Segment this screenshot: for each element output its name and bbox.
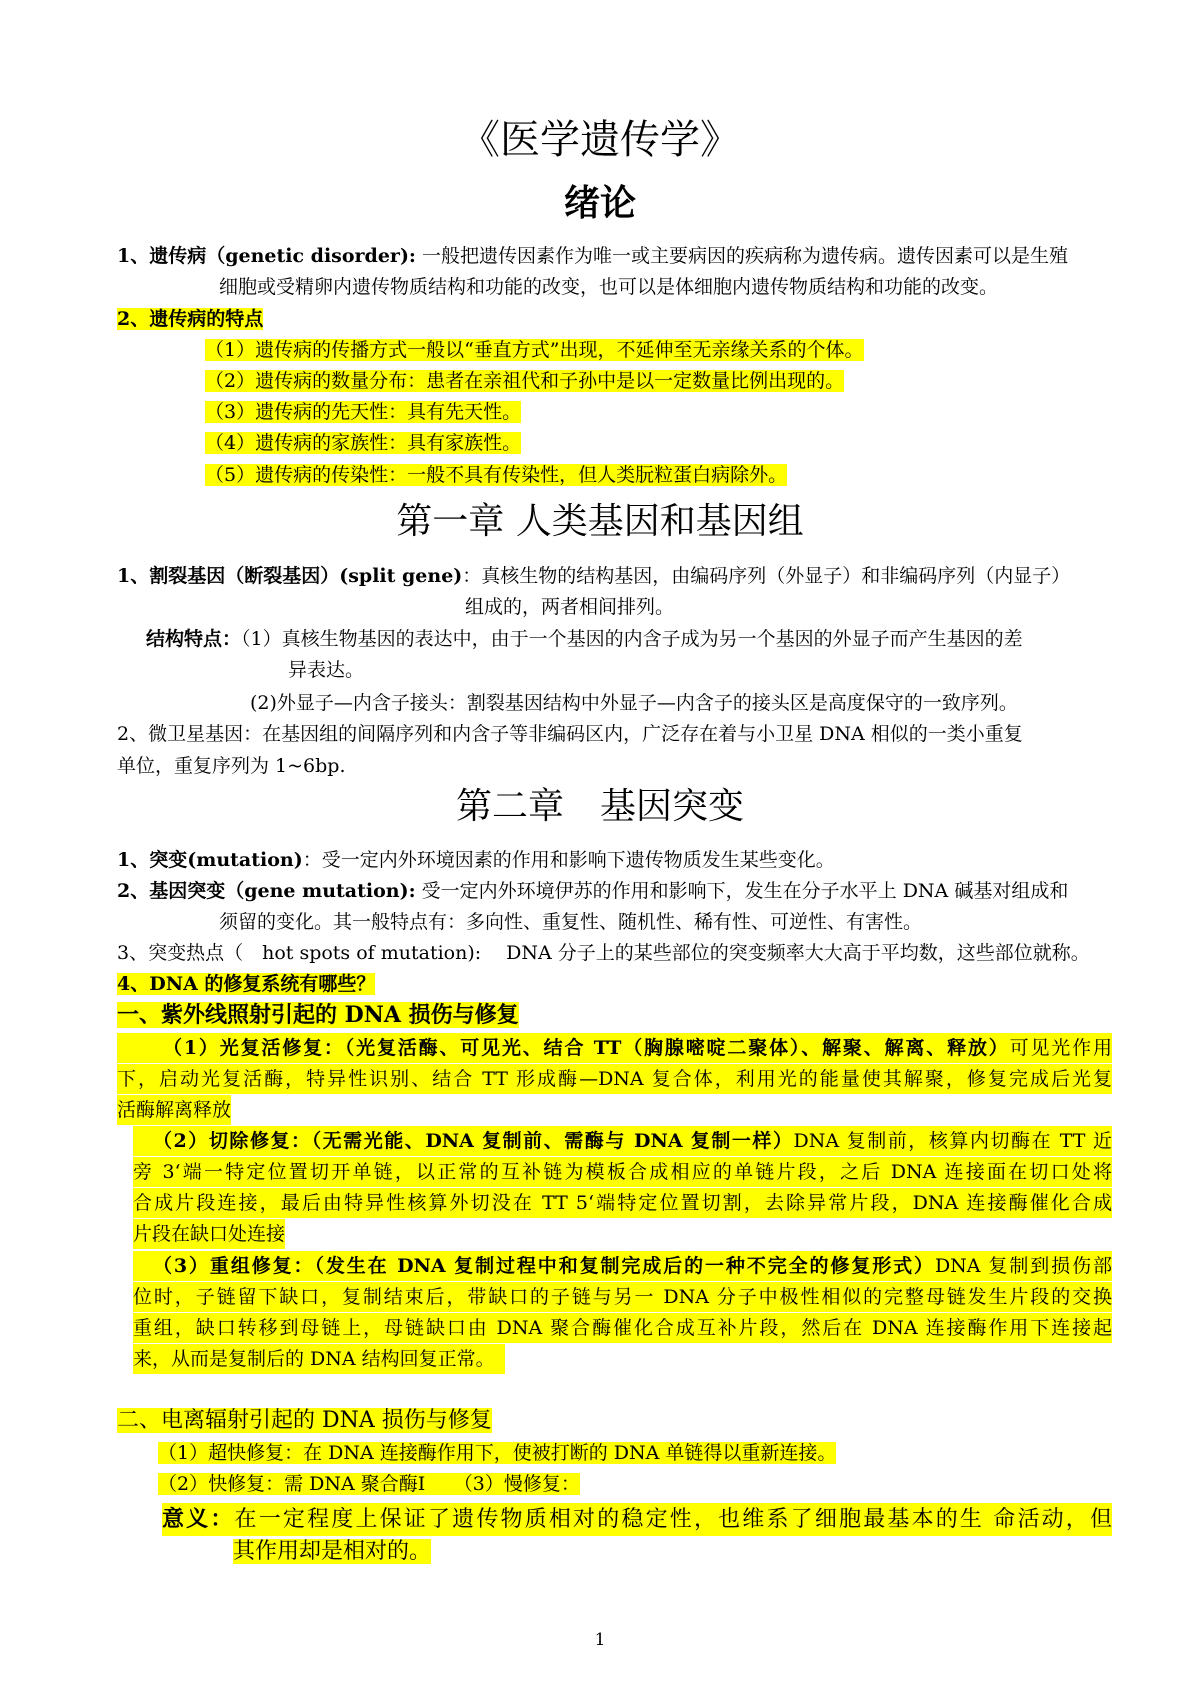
document-title: 《医学遗传学》	[460, 117, 740, 163]
excision-text: DNA 复制前，核算内切酶在 TT 近	[793, 1130, 1112, 1152]
significance-line-2: 其作用却是相对的。	[233, 1539, 432, 1564]
ch2-item-4-heading: 4、DNA 的修复系统有哪些？	[117, 973, 376, 995]
feature-1: （1）遗传病的传播方式一般以“垂直方式”出现，不延伸至无亲缘关系的个体。	[205, 339, 864, 361]
ch2-item-3: 3、突变热点（ hot spots of mutation): DNA 分子上的某些部位的突变频率大大高于平均数，这些部位就称。	[117, 942, 1090, 964]
significance-label: 意义：	[162, 1506, 235, 1532]
intro-item-1	[117, 241, 1068, 271]
chapter-1-heading: 第一章 人类基因和基因组	[396, 501, 804, 542]
intro-item-2-heading: 2、遗传病的特点	[117, 308, 264, 330]
ch2-item-2	[117, 876, 1068, 906]
uv-repair-heading: 一、紫外线照射引起的 DNA 损伤与修复	[117, 1002, 519, 1028]
intro-item-1-line-2: 细胞或受精卵内遗传物质结构和功能的改变，也可以是体细胞内遗传物质结构和功能的改变。	[219, 276, 999, 298]
structure-features-line-3: (2)外显子—内含子接头：割裂基因结构中外显子—内含子的接头区是高度保守的一致序列。	[250, 692, 1018, 714]
ch1-item-2: 2、微卫星基因：在基因组的间隔序列和内含子等非编码区内，广泛存在着与小卫星 DNA 相似的一类小重复	[117, 723, 1023, 745]
photoreactivation-text: 可见光作用	[1009, 1037, 1112, 1059]
structure-features-line-1: （1）真核生物基因的表达中，由于一个基因的内含子成为另一个基因的外显子而产生基因的差	[241, 628, 1023, 650]
recombination-label: （3）重组修复：（发生在 DNA 复制过程中和复制完成后的一种不完全的修复形式）	[153, 1255, 935, 1277]
ch1-item-1-text: ：真核生物的结构基因，由编码序列（外显子）和非编码序列（内显子）	[462, 565, 1071, 587]
intro-heading: 绪论	[563, 182, 636, 224]
recombination-repair	[133, 1251, 1112, 1281]
feature-4: （4）遗传病的家族性：具有家族性。	[205, 432, 522, 454]
ch2-item-1	[117, 845, 835, 875]
photoreactivation-label: （1）光复活修复：（光复活酶、可见光、结合 TT（胸腺嘧啶二聚体）、解聚、解离、释放）	[163, 1037, 1010, 1059]
recombination-line-2: 位时，子链留下缺口，复制结束后，带缺口的子链与另一 DNA 分子中极性相似的完整母链发生片段的交换	[133, 1282, 1112, 1312]
ch1-item-1	[117, 561, 1070, 591]
photoreactivation-repair	[117, 1033, 1112, 1063]
intro-item-1-text: 一般把遗传因素作为唯一或主要病因的疾病称为遗传病。遗传因素可以是生殖	[422, 245, 1069, 267]
recombination-text: DNA 复制到损伤部	[934, 1255, 1112, 1277]
ch1-item-2-line-2: 单位，重复序列为 1~6bp.	[117, 755, 346, 777]
excision-repair	[133, 1126, 1112, 1156]
ch1-item-1-label: 1、割裂基因（断裂基因）(split gene)	[117, 565, 463, 587]
ch2-item-2-label: 2、基因突变（gene mutation):	[117, 880, 416, 902]
ch2-item-1-text: ：受一定内外环境因素的作用和影响下遗传物质发生某些变化。	[302, 849, 835, 871]
significance	[162, 1503, 1112, 1536]
excision-line-2: 旁 3‘端一特定位置切开单链，以正常的互补链为模板合成相应的单链片段，之后 DNA 连接面在切口处将	[133, 1157, 1112, 1187]
recombination-line-3: 重组，缺口转移到母链上，母链缺口由 DNA 聚合酶催化合成互补片段，然后在 DNA 连接酶作用下连接起	[133, 1313, 1112, 1343]
excision-line-4: 片段在缺口处连接	[133, 1219, 285, 1249]
feature-3: （3）遗传病的先天性：具有先天性。	[205, 401, 522, 423]
recombination-line-4: 来，从而是复制后的 DNA 结构回复正常。	[133, 1344, 505, 1374]
ultrafast-repair: （1）超快修复：在 DNA 连接酶作用下，使被打断的 DNA 单链得以重新连接。	[158, 1442, 837, 1464]
significance-text: 在一定程度上保证了遗传物质相对的稳定性，也维系了细胞最基本的生 命活动，但	[234, 1507, 1112, 1532]
structure-features	[146, 624, 1023, 654]
ch2-item-1-label: 1、突变(mutation)	[117, 849, 303, 871]
excision-label: （2）切除修复：（无需光能、DNA 复制前、需酶与 DNA 复制一样）	[153, 1130, 794, 1152]
ionizing-repair-heading: 二、电离辐射引起的 DNA 损伤与修复	[117, 1408, 492, 1433]
feature-2: （2）遗传病的数量分布：患者在亲祖代和子孙中是以一定数量比例出现的。	[205, 370, 845, 392]
photoreactivation-line-2: 下，启动光复活酶，特异性识别、结合 TT 形成酶—DNA 复合体，利用光的能量使其解聚，修复完成后光复	[117, 1064, 1112, 1094]
photoreactivation-line-3: 活酶解离释放	[117, 1095, 231, 1125]
excision-line-3: 合成片段连接，最后由特异性核算外切没在 TT 5‘端特定位置切割，去除异常片段，DNA 连接酶催化合成	[133, 1188, 1112, 1218]
structure-features-label: 结构特点：	[146, 628, 242, 650]
ch2-item-2-text: 受一定内外环境伊苏的作用和影响下，发生在分子水平上 DNA 碱基对组成和	[421, 880, 1069, 902]
structure-features-line-2: 异表达。	[288, 659, 365, 681]
intro-item-1-label: 1、遗传病（genetic disorder):	[117, 245, 416, 267]
fast-slow-repair: （2）快修复：需 DNA 聚合酶Ⅰ （3）慢修复：	[158, 1473, 580, 1495]
chapter-2-heading: 第二章 基因突变	[455, 786, 744, 827]
ch1-item-1-line-2: 组成的，两者相间排列。	[465, 596, 675, 618]
feature-5: （5）遗传病的传染性：一般不具有传染性，但人类朊粒蛋白病除外。	[205, 464, 788, 486]
page-number: 1	[594, 1630, 606, 1650]
ch2-item-2-line-2: 须留的变化。其一般特点有：多向性、重复性、随机性、稀有性、可逆性、有害性。	[219, 911, 923, 933]
